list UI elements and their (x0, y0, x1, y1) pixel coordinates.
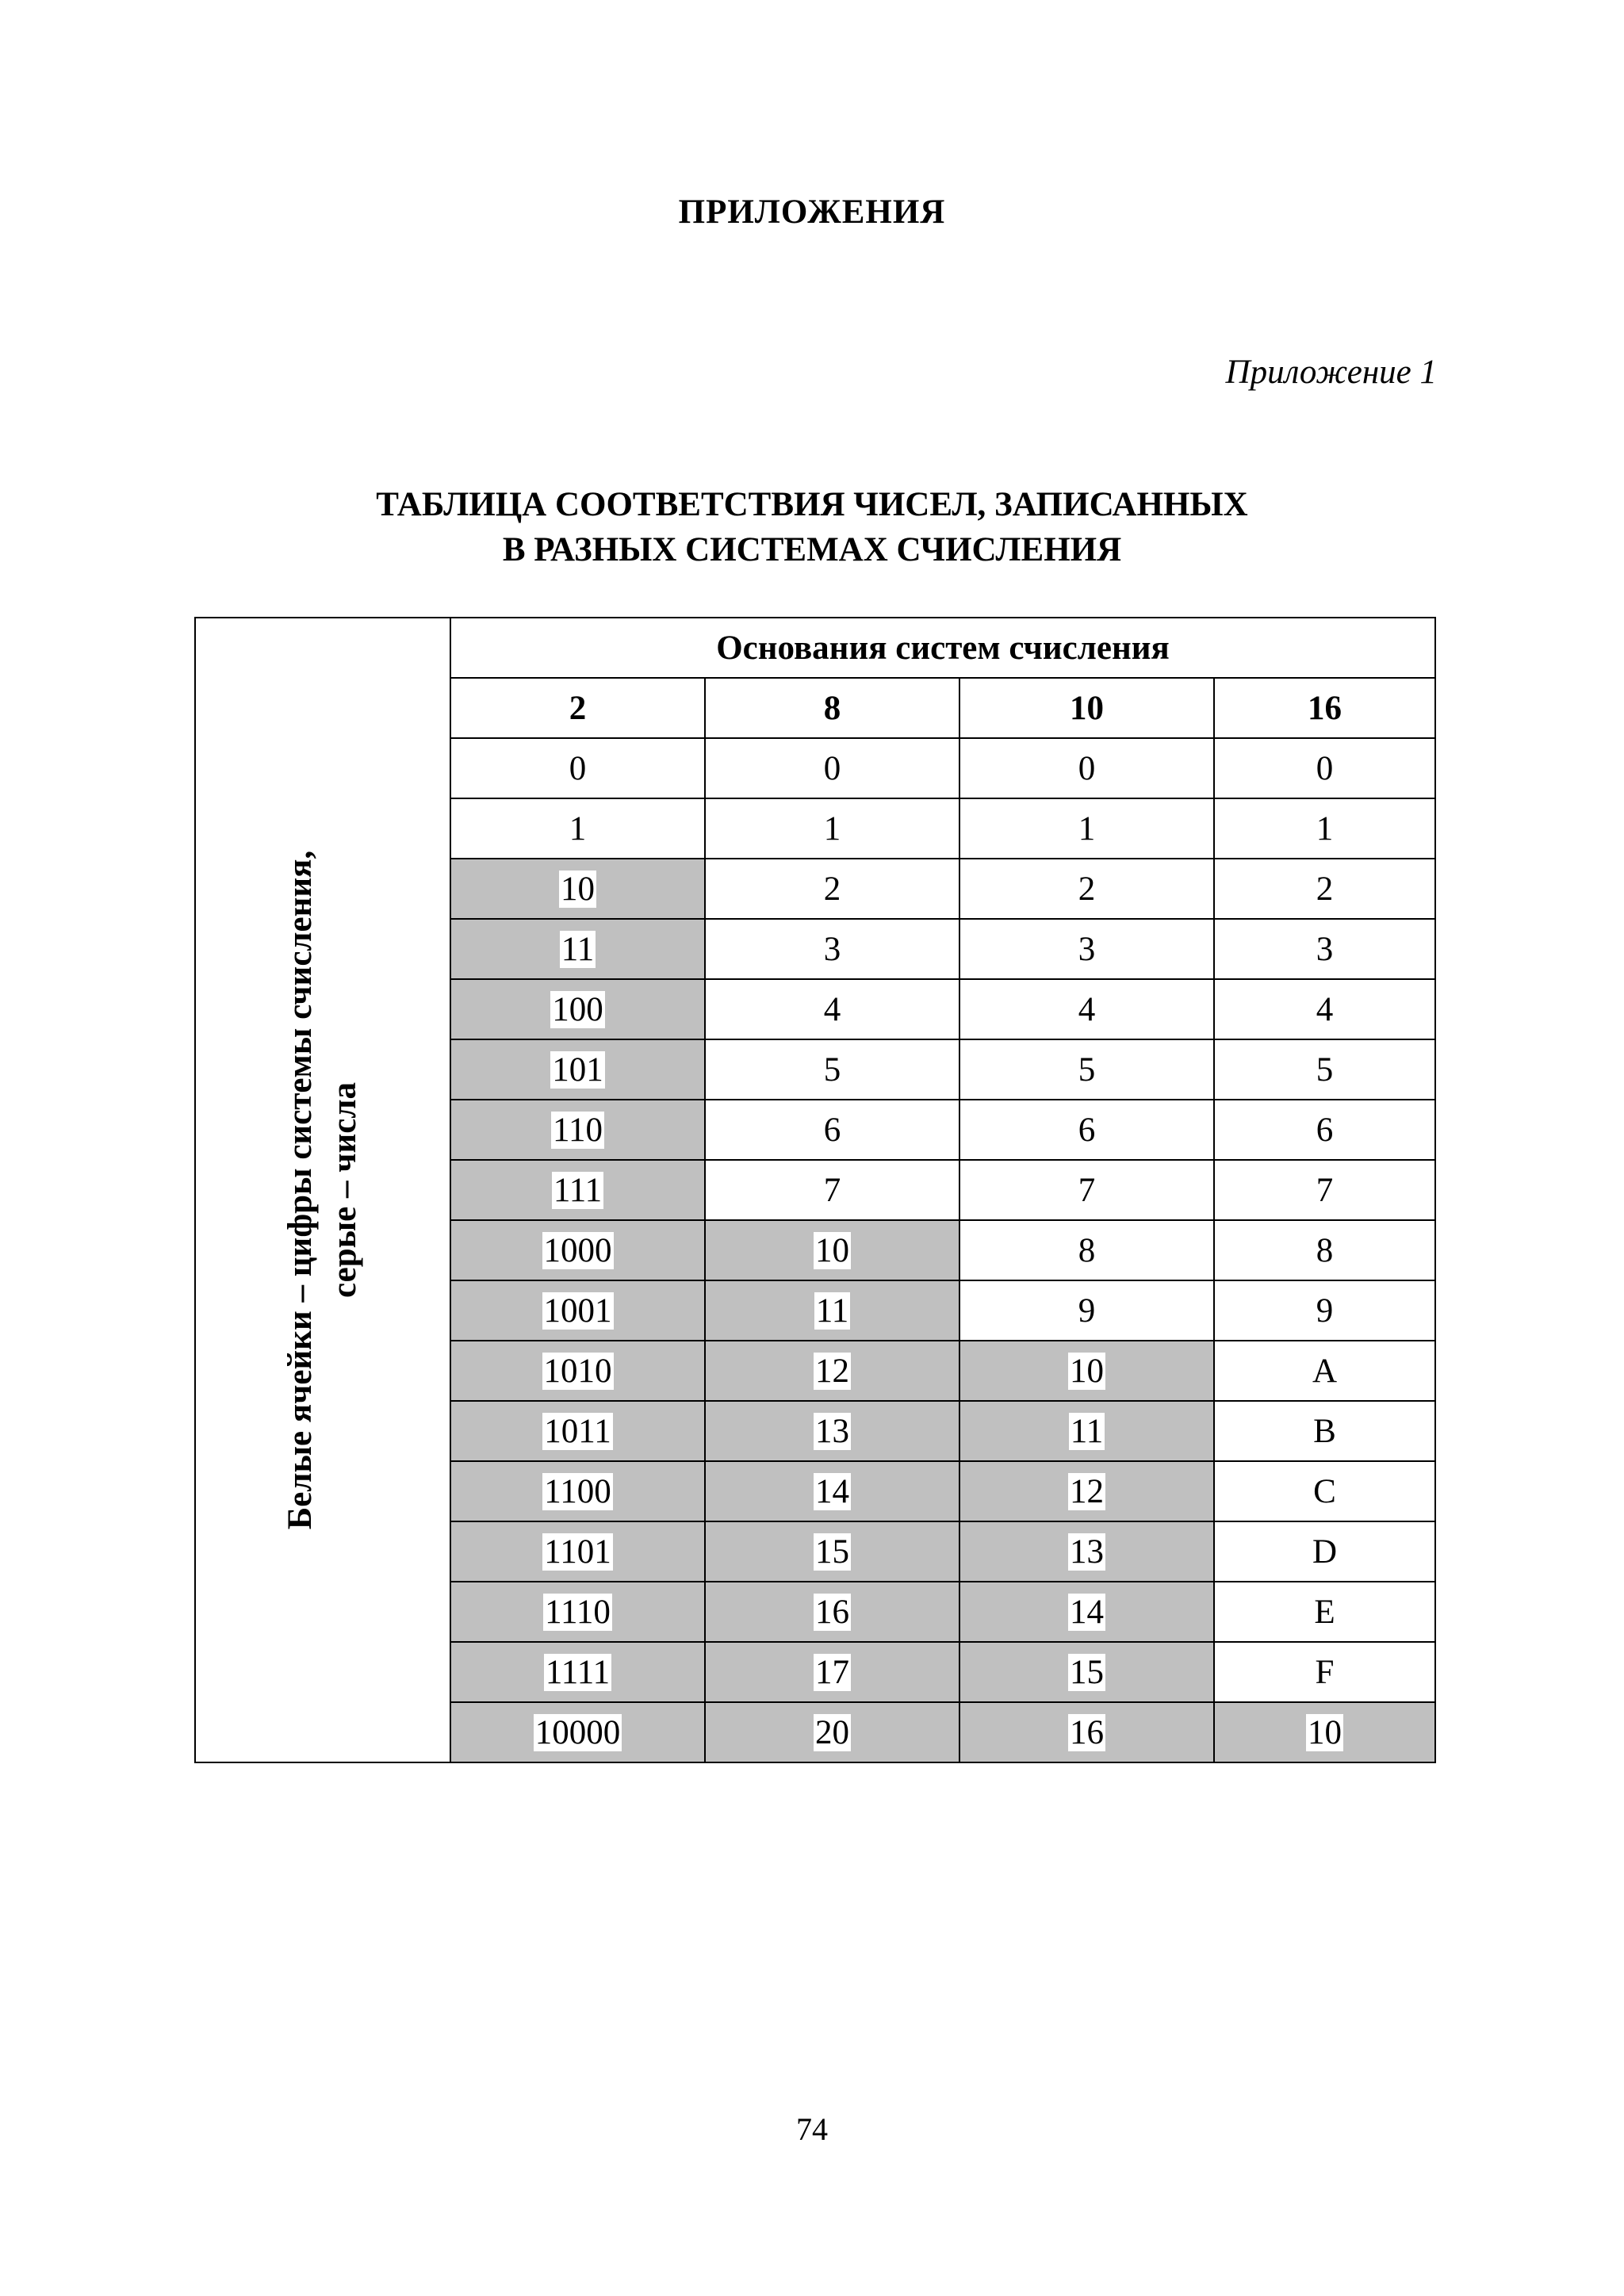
base-16-cell (1214, 1401, 1435, 1461)
base-16-cell (1214, 1039, 1435, 1100)
base-2-cell (450, 1341, 705, 1401)
base-10-cell (959, 1039, 1214, 1100)
base-8-value: 17 (815, 1653, 849, 1691)
table-title-line-1: ТАБЛИЦА СООТВЕТСТВИЯ ЧИСЕЛ, ЗАПИСАННЫХ (376, 486, 1248, 523)
base-2-value: 111 (553, 1171, 603, 1209)
side-label-line-2: серые – числа (326, 1081, 363, 1299)
base-2-value: 1001 (543, 1292, 612, 1330)
base-16-cell (1214, 919, 1435, 979)
base-8-cell (705, 1039, 959, 1100)
base-10-cell (959, 1642, 1214, 1702)
base-16-cell (1214, 1521, 1435, 1582)
base-8-value: 12 (815, 1352, 849, 1390)
base-10-value: 3 (1078, 930, 1096, 968)
base-16-value: 3 (1316, 930, 1334, 968)
base-8-value: 0 (823, 749, 841, 787)
base-10-value: 15 (1070, 1653, 1104, 1691)
base-16-value: D (1312, 1533, 1338, 1571)
base-16-cell (1214, 1160, 1435, 1220)
base-16-cell (1214, 859, 1435, 919)
base-2-value: 10000 (534, 1713, 621, 1751)
base-8-value: 4 (823, 990, 841, 1028)
base-8-value: 13 (815, 1412, 849, 1450)
side-label-cell (195, 618, 450, 1762)
base-2-cell (450, 1160, 705, 1220)
base-8-cell (705, 979, 959, 1039)
base-2-value: 11 (561, 930, 595, 968)
base-10-cell (959, 919, 1214, 979)
base-16-cell (1214, 1280, 1435, 1341)
base-16-value: E (1314, 1593, 1335, 1631)
base-16-value: 2 (1316, 870, 1334, 908)
bases-group-header: Основания систем счисления (450, 618, 1435, 678)
base-2-value: 0 (569, 749, 587, 787)
base-16-value: A (1312, 1352, 1338, 1390)
base-8-value: 10 (815, 1231, 849, 1269)
base-2-value: 1100 (544, 1472, 611, 1510)
base-16-value: 4 (1316, 990, 1334, 1028)
base-10-value: 9 (1078, 1292, 1096, 1330)
base-16-cell (1214, 1582, 1435, 1642)
base-header-16: 16 (1214, 678, 1435, 738)
base-10-value: 5 (1078, 1050, 1096, 1089)
number-systems-table (194, 617, 1436, 1763)
base-10-cell (959, 1280, 1214, 1341)
base-8-cell (705, 738, 959, 798)
base-8-cell (705, 1100, 959, 1160)
base-2-value: 1101 (544, 1533, 611, 1571)
base-8-cell (705, 1401, 959, 1461)
base-8-cell (705, 1702, 959, 1762)
base-8-cell (705, 1461, 959, 1521)
base-10-cell (959, 1220, 1214, 1280)
base-16-cell (1214, 1642, 1435, 1702)
base-8-value: 3 (823, 930, 841, 968)
base-2-cell (450, 1280, 705, 1341)
base-16-cell (1214, 1220, 1435, 1280)
table-title (0, 482, 1624, 572)
base-8-cell (705, 1160, 959, 1220)
base-10-cell (959, 1401, 1214, 1461)
base-8-cell (705, 1582, 959, 1642)
base-16-value: 1 (1316, 809, 1334, 848)
base-8-value: 2 (823, 870, 841, 908)
base-2-value: 1 (569, 809, 587, 848)
base-10-cell (959, 1582, 1214, 1642)
base-header-2: 2 (450, 678, 705, 738)
base-2-value: 1011 (544, 1412, 611, 1450)
base-2-cell (450, 1039, 705, 1100)
base-16-value: 9 (1316, 1292, 1334, 1330)
base-2-value: 1110 (545, 1593, 611, 1631)
base-8-value: 16 (815, 1593, 849, 1631)
base-8-cell (705, 798, 959, 859)
base-16-value: 5 (1316, 1050, 1334, 1089)
base-16-cell (1214, 738, 1435, 798)
base-8-value: 7 (823, 1171, 841, 1209)
base-8-cell (705, 1280, 959, 1341)
base-16-value: 8 (1316, 1231, 1334, 1269)
base-8-cell (705, 1341, 959, 1401)
base-16-value: 7 (1316, 1171, 1334, 1209)
section-heading: ПРИЛОЖЕНИЯ (678, 193, 946, 231)
side-label-line-1: Белые ячейки – цифры системы счисления, (282, 850, 319, 1530)
base-2-value: 1111 (545, 1653, 611, 1691)
base-10-value: 16 (1070, 1713, 1104, 1751)
base-10-value: 14 (1070, 1593, 1104, 1631)
base-8-value: 20 (815, 1713, 849, 1751)
base-10-value: 0 (1078, 749, 1096, 787)
base-8-value: 6 (823, 1111, 841, 1149)
base-10-cell (959, 1100, 1214, 1160)
base-10-value: 4 (1078, 990, 1096, 1028)
base-10-value: 2 (1078, 870, 1096, 908)
base-10-cell (959, 979, 1214, 1039)
base-2-value: 10 (561, 870, 595, 908)
base-2-value: 110 (553, 1111, 603, 1149)
appendix-label: Приложение 1 (1225, 354, 1437, 391)
page-number: 74 (796, 2111, 828, 2147)
base-10-cell (959, 1521, 1214, 1582)
base-16-value: B (1313, 1412, 1336, 1450)
base-2-cell (450, 979, 705, 1039)
base-16-value: C (1313, 1472, 1336, 1510)
base-16-value: 0 (1316, 749, 1334, 787)
base-10-value: 8 (1078, 1231, 1096, 1269)
base-2-cell (450, 1521, 705, 1582)
base-10-cell (959, 859, 1214, 919)
base-10-value: 1 (1078, 809, 1096, 848)
side-label (278, 851, 367, 1529)
base-8-cell (705, 1521, 959, 1582)
base-2-cell (450, 1702, 705, 1762)
base-2-cell (450, 1582, 705, 1642)
base-10-cell (959, 1702, 1214, 1762)
base-2-value: 1010 (543, 1352, 612, 1390)
base-10-value: 13 (1070, 1533, 1104, 1571)
base-8-value: 15 (815, 1533, 849, 1571)
base-8-value: 11 (815, 1292, 849, 1330)
base-10-value: 11 (1070, 1412, 1104, 1450)
base-8-cell (705, 919, 959, 979)
base-16-value: 6 (1316, 1111, 1334, 1149)
base-header-10: 10 (959, 678, 1214, 738)
table-title-line-2: В РАЗНЫХ СИСТЕМАХ СЧИСЛЕНИЯ (502, 531, 1122, 568)
base-2-value: 101 (552, 1050, 603, 1089)
base-2-cell (450, 1642, 705, 1702)
base-8-cell (705, 859, 959, 919)
table-header-row (195, 618, 1435, 678)
base-16-cell (1214, 1702, 1435, 1762)
base-10-cell (959, 1461, 1214, 1521)
base-10-cell (959, 1160, 1214, 1220)
base-10-cell (959, 798, 1214, 859)
base-10-value: 6 (1078, 1111, 1096, 1149)
base-8-cell (705, 1642, 959, 1702)
base-10-value: 10 (1070, 1352, 1104, 1390)
base-2-cell (450, 1220, 705, 1280)
base-16-cell (1214, 1461, 1435, 1521)
base-2-cell (450, 738, 705, 798)
base-2-cell (450, 1461, 705, 1521)
base-16-value: 10 (1308, 1713, 1342, 1751)
base-16-cell (1214, 1100, 1435, 1160)
base-16-cell (1214, 1341, 1435, 1401)
base-2-cell (450, 1100, 705, 1160)
base-header-8: 8 (705, 678, 959, 738)
base-16-cell (1214, 979, 1435, 1039)
base-10-cell (959, 738, 1214, 798)
base-2-cell (450, 859, 705, 919)
base-10-cell (959, 1341, 1214, 1401)
base-16-value: F (1315, 1653, 1335, 1691)
base-10-value: 12 (1070, 1472, 1104, 1510)
base-8-value: 1 (823, 809, 841, 848)
base-2-cell (450, 1401, 705, 1461)
base-2-value: 1000 (543, 1231, 612, 1269)
base-2-value: 100 (552, 990, 603, 1028)
base-8-cell (705, 1220, 959, 1280)
base-8-value: 5 (823, 1050, 841, 1089)
base-2-cell (450, 798, 705, 859)
base-2-cell (450, 919, 705, 979)
base-10-value: 7 (1078, 1171, 1096, 1209)
base-16-cell (1214, 798, 1435, 859)
base-8-value: 14 (815, 1472, 849, 1510)
